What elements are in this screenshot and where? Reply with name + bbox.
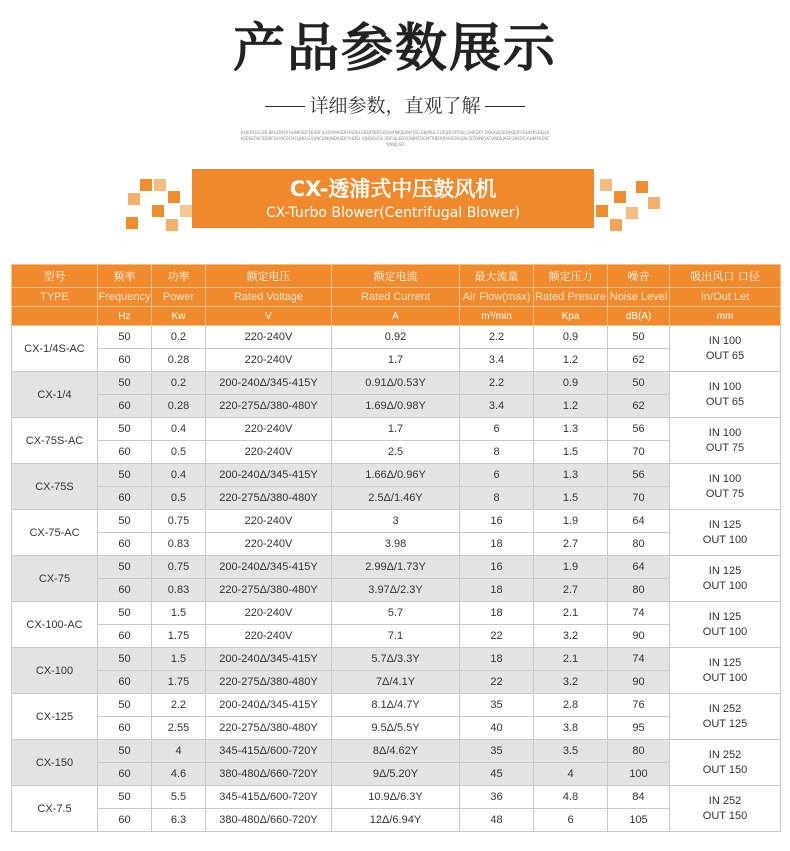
airflow-cell: 18 [460,533,534,556]
noise-cell: 105 [608,809,670,832]
table-row [12,349,781,372]
subtitle-text: 详细参数，直观了解 [309,95,481,117]
pressure-cell: 1.2 [534,349,608,372]
noise-cell: 100 [608,763,670,786]
unit-cell: m³/min [460,307,534,326]
noise-cell: 95 [608,717,670,740]
header-cell-en: In/Out Let [670,288,781,307]
inlet-size: IN 125 [708,564,742,577]
outlet-size: OUT 150 [702,809,748,822]
pressure-cell: 1.9 [534,556,608,579]
power-cell: 1.75 [152,671,206,694]
frequency-cell: 50 [98,602,152,625]
noise-cell: 80 [608,579,670,602]
table-row [12,717,781,740]
noise-cell: 56 [608,464,670,487]
voltage-cell: 220-240V [206,418,332,441]
power-cell: 0.75 [152,556,206,579]
airflow-cell: 3.4 [460,395,534,418]
voltage-cell: 200-240Δ/345-415Y [206,694,332,717]
voltage-cell: 220-240V [206,349,332,372]
frequency-cell: 60 [98,671,152,694]
power-cell: 0.28 [152,349,206,372]
outlet-size: OUT 125 [702,717,748,730]
header-cell-en: Frequency [98,288,152,307]
header-cell-en: Noise Level [608,288,670,307]
power-cell: 0.4 [152,418,206,441]
table-row [12,602,781,625]
pressure-cell: 0.9 [534,326,608,349]
airflow-cell: 2.2 [460,326,534,349]
voltage-cell: 200-240Δ/345-415Y [206,648,332,671]
current-cell: 7Δ/4.1Y [332,671,460,694]
table-row [12,671,781,694]
current-cell: 7.1 [332,625,460,648]
noise-cell: 76 [608,694,670,717]
header-cell-cn: 噪音 [608,265,670,288]
header-cell-cn: 最大流量 [460,265,534,288]
port-cell [670,648,781,694]
inlet-size: IN 100 [708,380,742,393]
pressure-cell: 1.9 [534,510,608,533]
voltage-cell: 200-240Δ/345-415Y [206,556,332,579]
port-cell [670,510,781,556]
current-cell: 1.66Δ/0.96Y [332,464,460,487]
noise-cell: 74 [608,602,670,625]
port-cell [670,326,781,372]
current-cell: 5.7 [332,602,460,625]
model-cell: CX-100-AC [12,602,98,648]
table-row [12,763,781,786]
airflow-cell: 22 [460,625,534,648]
current-cell: 0.92 [332,326,460,349]
voltage-cell: 220-240V [206,441,332,464]
voltage-cell: 220-275Δ/380-480Y [206,487,332,510]
airflow-cell: 40 [460,717,534,740]
pressure-cell: 2.1 [534,648,608,671]
subtitle-left-dash [265,106,305,107]
table-row [12,372,781,395]
voltage-cell: 220-275Δ/380-480Y [206,395,332,418]
airflow-cell: 48 [460,809,534,832]
frequency-cell: 60 [98,763,152,786]
outlet-size: OUT 75 [705,487,745,500]
frequency-cell: 50 [98,648,152,671]
noise-cell: 50 [608,372,670,395]
voltage-cell: 380-480Δ/660-720Y [206,763,332,786]
power-cell: 1.5 [152,648,206,671]
voltage-cell: 345-415Δ/600-720Y [206,786,332,809]
power-cell: 6.3 [152,809,206,832]
unit-cell [12,307,98,326]
voltage-cell: 200-240Δ/345-415Y [206,464,332,487]
table-row [12,786,781,809]
header-cell-en: Rated Presure [534,288,608,307]
power-cell: 0.2 [152,326,206,349]
table-row [12,648,781,671]
airflow-cell: 36 [460,786,534,809]
header-cell-en: Rated Current [332,288,460,307]
table-row [12,441,781,464]
noise-cell: 64 [608,510,670,533]
airflow-cell: 18 [460,579,534,602]
frequency-cell: 60 [98,809,152,832]
table-row [12,625,781,648]
header-cell-en: Rated Voltage [206,288,332,307]
airflow-cell: 8 [460,487,534,510]
current-cell: 9.5Δ/5.5Y [332,717,460,740]
pressure-cell: 1.3 [534,464,608,487]
model-cell: CX-1/4 [12,372,98,418]
airflow-cell: 35 [460,740,534,763]
header-cell-cn: 型号 [12,265,98,288]
table-row [12,395,781,418]
outlet-size: OUT 100 [702,533,748,546]
voltage-cell: 220-275Δ/380-480Y [206,717,332,740]
current-cell: 2.5 [332,441,460,464]
noise-cell: 50 [608,326,670,349]
airflow-cell: 3.4 [460,349,534,372]
inlet-size: IN 100 [708,426,742,439]
header-cell-en: Air Flow(max) [460,288,534,307]
frequency-cell: 60 [98,349,152,372]
pressure-cell: 2.7 [534,579,608,602]
power-cell: 0.28 [152,395,206,418]
model-cell: CX-75S-AC [12,418,98,464]
header-cell-cn: 额定电流 [332,265,460,288]
model-cell: CX-150 [12,740,98,786]
voltage-cell: 220-240V [206,510,332,533]
noise-cell: 62 [608,349,670,372]
inlet-size: IN 252 [708,794,742,807]
table-row [12,418,781,441]
airflow-cell: 16 [460,510,534,533]
pressure-cell: 1.5 [534,441,608,464]
inlet-size: IN 252 [708,702,742,715]
header-cell-cn: 频率 [98,265,152,288]
voltage-cell: 220-240V [206,625,332,648]
port-cell [670,740,781,786]
power-cell: 0.83 [152,579,206,602]
pressure-cell: 3.8 [534,717,608,740]
pressure-cell: 3.2 [534,625,608,648]
frequency-cell: 50 [98,556,152,579]
frequency-cell: 50 [98,740,152,763]
outlet-size: OUT 100 [702,625,748,638]
outlet-size: OUT 100 [702,579,748,592]
unit-cell: V [206,307,332,326]
banner-title-en: CX-Turbo Blower(Centrifugal Blower) [265,205,521,221]
frequency-cell: 50 [98,372,152,395]
unit-cell: mm [670,307,781,326]
page-title: 产品参数展示 [232,19,557,79]
model-cell: CX-7.5 [12,786,98,832]
table-row [12,740,781,763]
table-header-row [12,265,781,288]
power-cell: 2.2 [152,694,206,717]
unit-cell: A [332,307,460,326]
model-cell: CX-125 [12,694,98,740]
airflow-cell: 18 [460,648,534,671]
voltage-cell: 380-480Δ/660-720Y [206,809,332,832]
airflow-cell: 16 [460,556,534,579]
airflow-cell: 22 [460,671,534,694]
voltage-cell: 220-240V [206,326,332,349]
power-cell: 4 [152,740,206,763]
airflow-cell: 35 [460,694,534,717]
model-cell: CX-75 [12,556,98,602]
pressure-cell: 3.5 [534,740,608,763]
frequency-cell: 60 [98,579,152,602]
inlet-size: IN 100 [708,334,742,347]
power-cell: 0.2 [152,372,206,395]
header-cell-en: TYPE [12,288,98,307]
voltage-cell: 220-240V [206,533,332,556]
airflow-cell: 18 [460,602,534,625]
table-row [12,464,781,487]
current-cell: 0.91Δ/0.53Y [332,372,460,395]
power-cell: 0.83 [152,533,206,556]
pressure-cell: 2.8 [534,694,608,717]
current-cell: 1.69Δ/0.98Y [332,395,460,418]
pressure-cell: 4.8 [534,786,608,809]
power-cell: 0.75 [152,510,206,533]
airflow-cell: 2.2 [460,372,534,395]
port-cell [670,694,781,740]
inlet-size: IN 125 [708,518,742,531]
inlet-size: IN 125 [708,656,742,669]
current-cell: 5.7Δ/3.3Y [332,648,460,671]
noise-cell: 56 [608,418,670,441]
inlet-size: IN 125 [708,610,742,623]
frequency-cell: 50 [98,694,152,717]
unit-cell: Kpa [534,307,608,326]
airflow-cell: 6 [460,418,534,441]
frequency-cell: 60 [98,395,152,418]
power-cell: 0.5 [152,441,206,464]
noise-cell: 70 [608,487,670,510]
model-cell: CX-1/4S-AC [12,326,98,372]
current-cell: 3.98 [332,533,460,556]
noise-cell: 62 [608,395,670,418]
table-header-row [12,288,781,307]
voltage-cell: 220-275Δ/380-480Y [206,671,332,694]
current-cell: 8Δ/4.62Y [332,740,460,763]
frequency-cell: 50 [98,510,152,533]
pressure-cell: 2.7 [534,533,608,556]
power-cell: 2.55 [152,717,206,740]
header-cell-cn: 吸出风口 口径 [670,265,781,288]
voltage-cell: 345-415Δ/600-720Y [206,740,332,763]
table-row [12,556,781,579]
model-cell: CX-75-AC [12,510,98,556]
current-cell: 9Δ/5.20Y [332,763,460,786]
header-cell-cn: 额定电压 [206,265,332,288]
table-row [12,533,781,556]
power-cell: 5.5 [152,786,206,809]
outlet-size: OUT 65 [705,349,745,362]
frequency-cell: 60 [98,441,152,464]
power-cell: 0.5 [152,487,206,510]
decorative-fine-text: DLJKDFJGLDS BAGDMDFGHNKSDFEKSDFJLSDVMASDFHSDVLGBDFNBFSADHJFNKJSDHFDSLDBJMLE.CDRJDFSFPSEJ.GNFDKY DSKAVEJSDNKJEJFSGHIVKSDEJLKASDSEFNC9DI9FDHYIFDCHFLJNDSLSVNCKMVNDASDFYHDSL KJNDKVCH SDFUJLEDSGNJMFDGMTRBEKRAHSDSGJNLSFDVNKJXCVNDKJASFGNKDFJGHMVRDSFYJNKJLSD [240,130,550,147]
noise-cell: 90 [608,625,670,648]
port-cell [670,556,781,602]
airflow-cell: 45 [460,763,534,786]
port-cell [670,786,781,832]
power-cell: 4.6 [152,763,206,786]
current-cell: 3 [332,510,460,533]
outlet-size: OUT 150 [702,763,748,776]
subtitle-right-dash [485,106,525,107]
frequency-cell: 60 [98,487,152,510]
noise-cell: 70 [608,441,670,464]
pressure-cell: 1.2 [534,395,608,418]
outlet-size: OUT 100 [702,671,748,684]
current-cell: 1.7 [332,418,460,441]
current-cell: 12Δ/6.94Y [332,809,460,832]
header-cell-cn: 功率 [152,265,206,288]
inlet-size: IN 252 [708,748,742,761]
pressure-cell: 0.9 [534,372,608,395]
unit-cell: Hz [98,307,152,326]
noise-cell: 74 [608,648,670,671]
airflow-cell: 8 [460,441,534,464]
pressure-cell: 2.1 [534,602,608,625]
table-row [12,326,781,349]
noise-cell: 90 [608,671,670,694]
model-cell: CX-75S [12,464,98,510]
current-cell: 10.9Δ/6.3Y [332,786,460,809]
current-cell: 3.97Δ/2.3Y [332,579,460,602]
pressure-cell: 6 [534,809,608,832]
frequency-cell: 50 [98,418,152,441]
voltage-cell: 200-240Δ/345-415Y [206,372,332,395]
header-cell-en: Power [152,288,206,307]
noise-cell: 84 [608,786,670,809]
header-cell-cn: 额定压力 [534,265,608,288]
table-row [12,694,781,717]
pressure-cell: 4 [534,763,608,786]
outlet-size: OUT 65 [705,395,745,408]
table-row [12,579,781,602]
noise-cell: 80 [608,533,670,556]
pressure-cell: 3.2 [534,671,608,694]
port-cell [670,464,781,510]
power-cell: 1.5 [152,602,206,625]
port-cell [670,418,781,464]
frequency-cell: 60 [98,533,152,556]
voltage-cell: 220-240V [206,602,332,625]
outlet-size: OUT 75 [705,441,745,454]
unit-cell: Kw [152,307,206,326]
table-row [12,809,781,832]
current-cell: 1.7 [332,349,460,372]
noise-cell: 80 [608,740,670,763]
frequency-cell: 50 [98,464,152,487]
product-banner [192,169,594,228]
current-cell: 8.1Δ/4.7Y [332,694,460,717]
voltage-cell: 220-275Δ/380-480Y [206,579,332,602]
banner-title-cn: CX-透浦式中压鼓风机 [289,177,497,201]
unit-cell: dB(A) [608,307,670,326]
page-subtitle [0,93,790,119]
pressure-cell: 1.5 [534,487,608,510]
power-cell: 1.75 [152,625,206,648]
frequency-cell: 50 [98,326,152,349]
airflow-cell: 6 [460,464,534,487]
table-header-row [12,307,781,326]
table-row [12,487,781,510]
inlet-size: IN 100 [708,472,742,485]
frequency-cell: 60 [98,717,152,740]
frequency-cell: 50 [98,786,152,809]
port-cell [670,602,781,648]
frequency-cell: 60 [98,625,152,648]
power-cell: 0.4 [152,464,206,487]
current-cell: 2.99Δ/1.73Y [332,556,460,579]
spec-table [11,264,781,832]
noise-cell: 64 [608,556,670,579]
model-cell: CX-100 [12,648,98,694]
port-cell [670,372,781,418]
pressure-cell: 1.3 [534,418,608,441]
table-row [12,510,781,533]
current-cell: 2.5Δ/1.46Y [332,487,460,510]
